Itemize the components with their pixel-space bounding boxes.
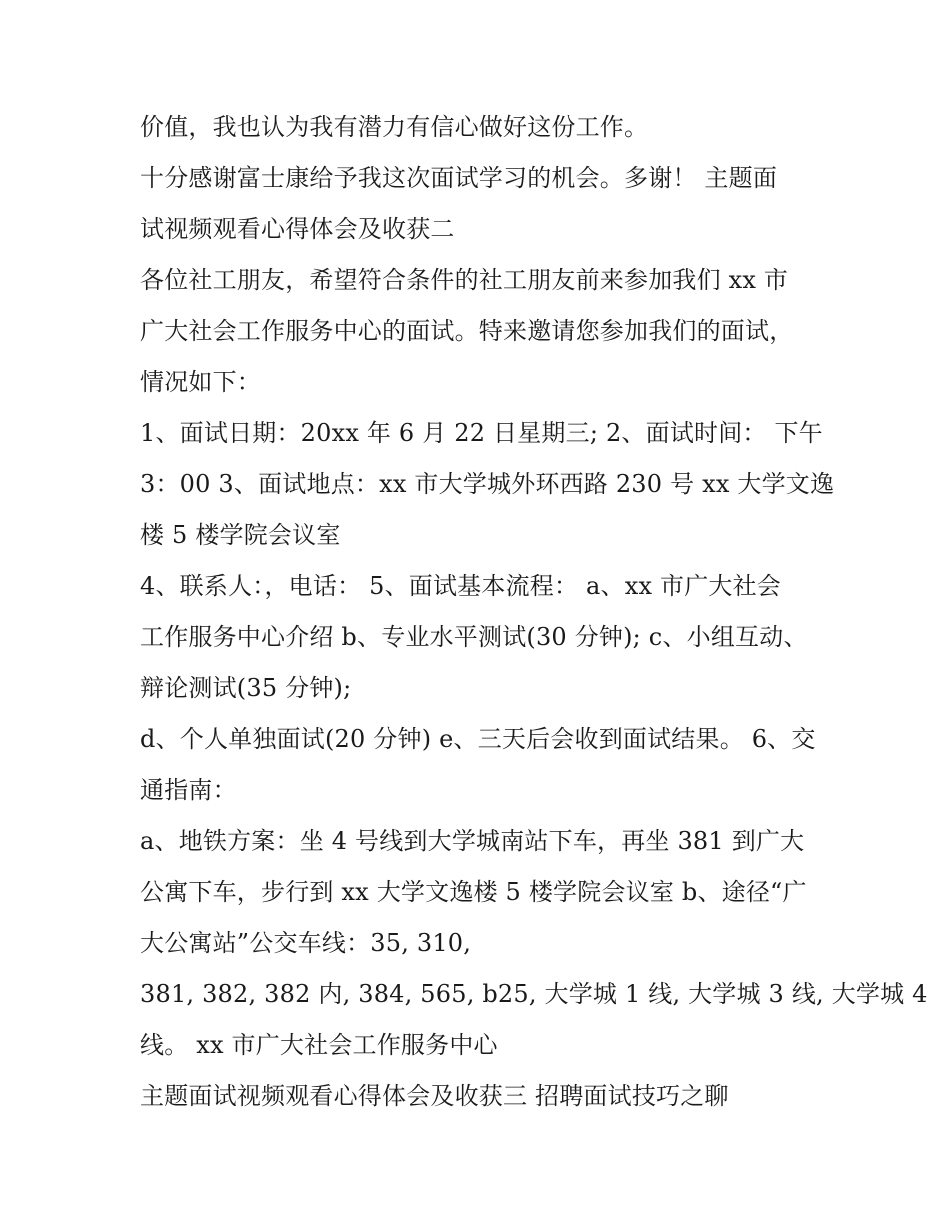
- text-line: 主题面试视频观看心得体会及收获三 招聘面试技巧之聊: [140, 1082, 729, 1110]
- text-line: a、地铁方案：坐 4 号线到大学城南站下车，再坐 381 到广大: [140, 827, 805, 855]
- text-line: 4、联系人：，电话： 5、面试基本流程： a、xx 市广大社会: [140, 572, 782, 600]
- text-line: 线。 xx 市广大社会工作服务中心: [140, 1031, 498, 1059]
- text-line: 1、面试日期：20xx 年 6 月 22 日星期三; 2、面试时间： 下午: [140, 419, 823, 447]
- text-line: 工作服务中心介绍 b、专业水平测试(30 分钟); c、小组互动、: [140, 623, 808, 651]
- text-line: 情况如下：: [140, 368, 261, 396]
- text-line: 公寓下车，步行到 xx 大学文逸楼 5 楼学院会议室 b、途径“广: [140, 878, 807, 906]
- text-line: 价值，我也认为我有潜力有信心做好这份工作。: [140, 113, 649, 141]
- text-line: 大公寓站”公交车线：35, 310,: [140, 929, 472, 957]
- text-line: 楼 5 楼学院会议室: [140, 521, 341, 549]
- text-line: 3：00 3、面试地点：xx 市大学城外环西路 230 号 xx 大学文逸: [140, 470, 835, 498]
- text-line: 辩论测试(35 分钟);: [140, 674, 352, 702]
- text-line: 十分感谢富士康给予我这次面试学习的机会。多谢！ 主题面: [140, 164, 778, 192]
- text-line: 广大社会工作服务中心的面试。特来邀请您参加我们的面试，: [140, 317, 794, 345]
- text-line: 试视频观看心得体会及收获二: [140, 215, 455, 243]
- text-line: 各位社工朋友，希望符合条件的社工朋友前来参加我们 xx 市: [140, 266, 789, 294]
- text-line: d、个人单独面试(20 分钟) e、三天后会收到面试结果。 6、交: [140, 725, 816, 753]
- text-line: 通指南：: [140, 776, 237, 804]
- text-line: 381, 382, 382 内, 384, 565, b25, 大学城 1 线, 大学城 3 线, 大学城 4: [140, 980, 928, 1008]
